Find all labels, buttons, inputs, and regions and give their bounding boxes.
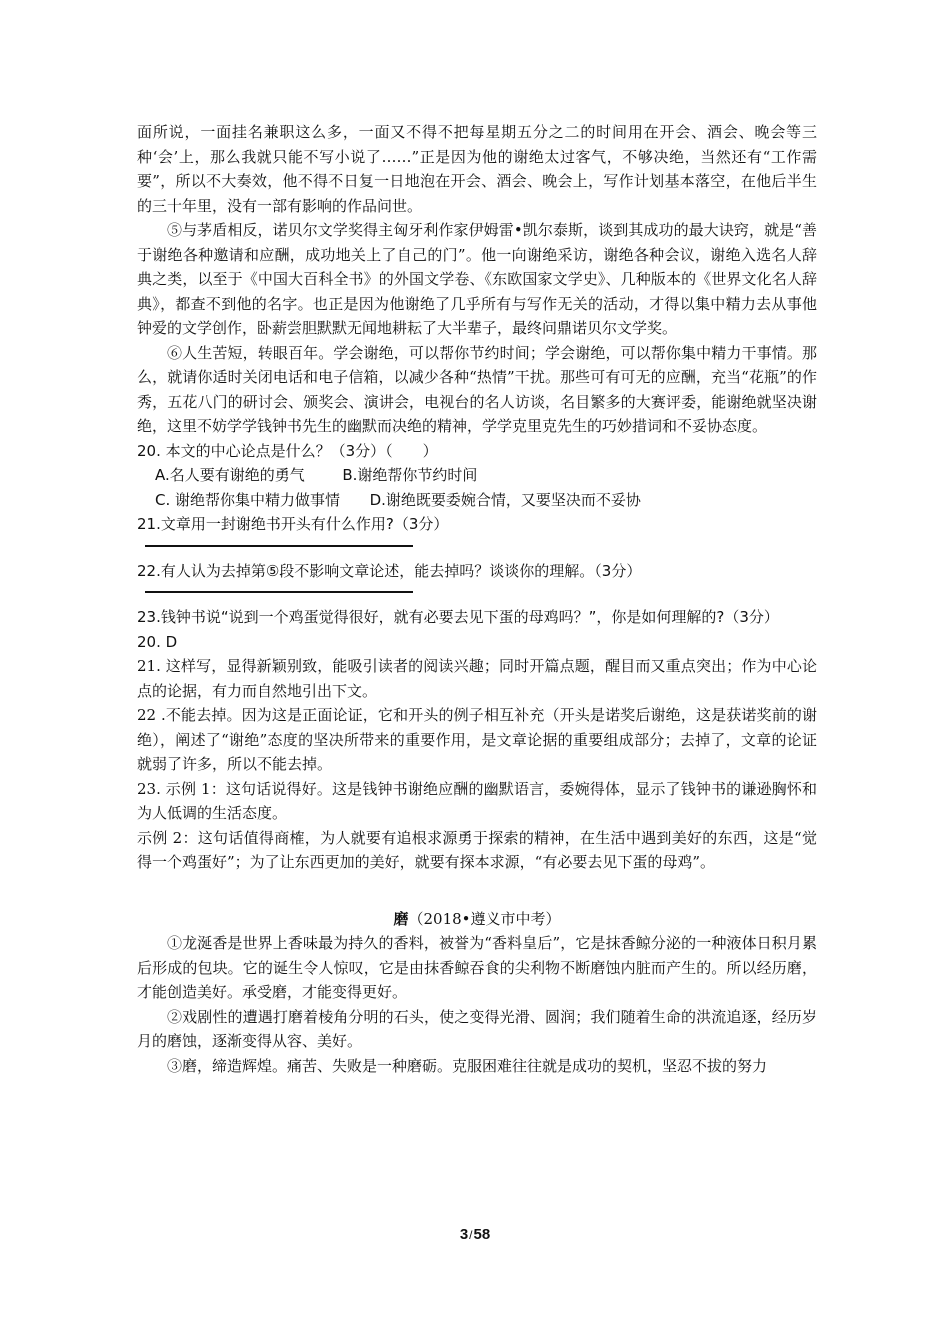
answer-blank-22[interactable] (145, 591, 413, 593)
question-20-options-row2 (155, 488, 817, 513)
option-d: D.谢绝既要委婉合情，又要坚决而不妥协 (369, 490, 641, 509)
option-c: C. 谢绝帮你集中精力做事情 (155, 490, 341, 509)
paragraph-5: ⑤与茅盾相反，诺贝尔文学奖得主匈牙利作家伊姆雷•凯尔泰斯，谈到其成功的最大诀窍，就是“善于谢绝各种邀请和应酬，成功地关上了自己的门”。他一向谢绝采访，谢绝各种会议，谢绝入选名人辞典之类，以至于《中国大百科全书》的外国文学卷、《东欧国家文学史》、几种版本的《世界文化名人辞典》，都查不到他的名字。也正是因为他谢绝了几乎所有与写作无关的活动，才得以集中精力去从事他钟爱的文学创作，卧薪尝胆默默无闻地耕耘了大半辈子，最终问鼎诺贝尔文学奖。 (137, 221, 817, 337)
option-a: A.名人要有谢绝的勇气 (155, 466, 305, 484)
current-page: 3 (459, 1226, 469, 1243)
answer-22: 22 .不能去掉。因为这是正面论证，它和开头的例子相互补充（开头是诺奖后谢绝，这是获诺奖前的谢绝），阐述了“谢绝”态度的坚决所带来的重要作用，是文章论据的重要组成部分；去掉了，文章的论证就弱了许多，所以不能去掉。 (137, 706, 817, 773)
paragraph-6: ⑥人生苦短，转眼百年。学会谢绝，可以帮你节约时间；学会谢绝，可以帮你集中精力干事情。那么，就请你适时关闭电话和电子信箱，以减少各种“热情”干扰。那些可有可无的应酬，充当“花瓶”的作秀，五花八门的研讨会、颁奖会、演讲会，电视台的名人访谈，名目繁多的大赛评委，能谢绝就坚决谢绝，这里不妨学学钱钟书先生的幽默而决绝的精神，学学克里克先生的巧妙措词和不妥协态度。 (137, 343, 817, 435)
question-20-options-row1 (155, 463, 817, 488)
article-paragraph-3: ③磨，缔造辉煌。痛苦、失败是一种磨砺。克服困难往往就是成功的契机，坚忍不拔的努力 (167, 1056, 768, 1075)
question-22: 22.有人认为去掉第⑤段不影响文章论述，能去掉吗？谈谈你的理解。（3分） (137, 561, 642, 580)
answer-23-example-2: 示例 2：这句话值得商榷，为人就要有追根求源勇于探索的精神，在生活中遇到美好的东西，这是“觉得一个鸡蛋好”；为了让东西更加的美好，就要有探本求源，“有必要去见下蛋的母鸡”。 (137, 828, 817, 871)
article-paragraph-2: ②戏剧性的遭遇打磨着棱角分明的石头，使之变得光滑、圆润；我们随着生命的洪流追逐，经历岁月的磨蚀，逐渐变得从容、美好。 (137, 1007, 817, 1050)
question-23: 23.钱钟书说“说到一个鸡蛋觉得很好，就有必要去见下蛋的母鸡吗？”，你是如何理解的?（3分） (137, 608, 779, 626)
answer-21: 21. 这样写，显得新颖别致，能吸引读者的阅读兴趣；同时开篇点题，醒目而又重点突出；作为中心论点的论据，有力而自然地引出下文。 (137, 657, 817, 700)
article-source: （2018•遵义市中考） (408, 909, 561, 928)
article-title (137, 907, 817, 932)
option-b: B.谢绝帮你节约时间 (342, 466, 478, 484)
page-number: 3/58 (459, 1226, 491, 1243)
question-21: 21.文章用一封谢绝书开头有什么作用?（3分） (137, 515, 449, 533)
paragraph-continued: 面所说，一面挂名兼职这么多，一面又不得不把每星期五分之二的时间用在开会、酒会、晚会等三种‘会’上，那么我就只能不写小说了……”正是因为他的谢绝太过客气，不够决绝，当然还有“工作需要”，所以不大奏效，他不得不日复一日地泡在开会、酒会、晚会上，写作计划基本落空，在他后半生的三十年里，没有一部有影响的作品问世。 (137, 123, 817, 215)
document-page (137, 120, 817, 1078)
article-paragraph-1: ①龙涎香是世界上香味最为持久的香料，被誉为“香料皇后”，它是抹香鲸分泌的一种液体日积月累后形成的包块。它的诞生令人惊叹，它是由抹香鲸吞食的尖利物不断磨蚀内脏而产生的。所以经历磨，才能创造美好。承受磨，才能变得更好。 (137, 934, 817, 1001)
answer-20: 20. D (137, 632, 178, 651)
question-20: 20. 本文的中心论点是什么？（3分）（ ） (137, 441, 438, 460)
answer-23-example-1: 23. 示例 1：这句话说得好。这是钱钟书谢绝应酬的幽默语言，委婉得体，显示了钱钟书的谦逊胸怀和为人低调的生活态度。 (137, 779, 817, 822)
total-pages: 58 (473, 1226, 491, 1243)
answer-blank-21[interactable] (145, 545, 413, 547)
article-title-text: 磨 (393, 909, 409, 928)
